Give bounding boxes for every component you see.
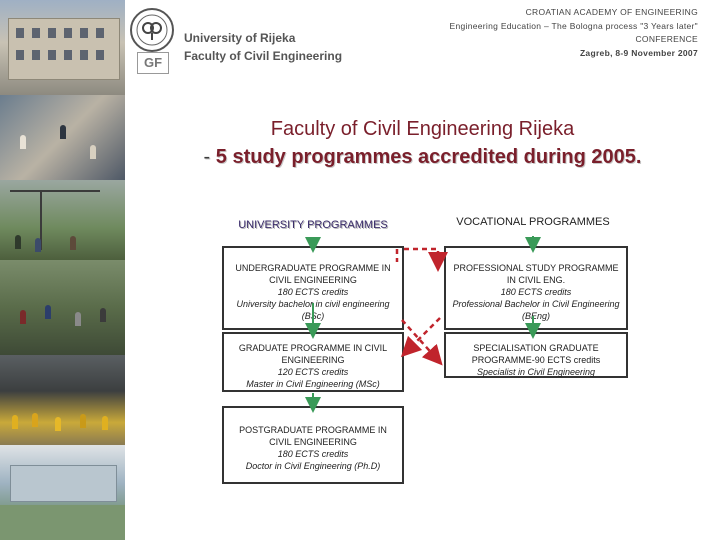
undergraduate-name: UNDERGRADUATE PROGRAMME IN CIVIL ENGINEERING <box>235 263 391 285</box>
subtitle-dash: - <box>203 146 211 168</box>
arrow-undergraduate-to-specialisation <box>402 320 436 358</box>
graduate-credits: 120 ECTS credits <box>277 367 349 377</box>
undergraduate-degree: University bachelor in civil engineering (BSc) <box>236 299 390 321</box>
professional-credits: 180 ECTS credits <box>500 287 572 297</box>
university-programmes-header: UNIVERSITY PROGRAMMES <box>238 219 388 231</box>
vocational-programmes-header: VOCATIONAL PROGRAMMES <box>456 216 610 228</box>
building-photo <box>0 0 125 95</box>
building-rendering-photo <box>0 445 125 540</box>
conference-topic: Engineering Education – The Bologna process "3 Years later" <box>449 20 698 31</box>
graduate-degree: Master in Civil Engineering (MSc) <box>246 379 380 389</box>
specialisation-programme-box <box>444 332 628 378</box>
construction-site-photo <box>0 180 125 260</box>
faculty-gf-logo: GF <box>137 52 169 74</box>
professional-programme-box <box>444 246 628 330</box>
subtitle-text: 5 study programmes accredited during 2005. <box>215 146 642 168</box>
university-line2: Faculty of Civil Engineering <box>184 49 343 63</box>
university-name <box>184 29 342 65</box>
postgraduate-credits: 180 ECTS credits <box>277 449 349 459</box>
conference-academy: CROATIAN ACADEMY OF ENGINEERING <box>525 7 698 17</box>
undergraduate-credits: 180 ECTS credits <box>277 287 349 297</box>
professional-degree: Professional Bachelor in Civil Engineering (BEng) <box>452 299 620 321</box>
specialisation-degree: Specialist in Civil Engineering <box>476 367 596 377</box>
graduate-programme-box <box>222 332 404 392</box>
tunnel-workers-photo <box>0 355 125 445</box>
arrow-professional-to-graduate <box>408 318 440 350</box>
postgraduate-name: POSTGRADUATE PROGRAMME IN CIVIL ENGINEERING <box>239 425 387 447</box>
specialisation-name: SPECIALISATION GRADUATE PROGRAMME-90 ECTS credits <box>471 343 601 365</box>
undergraduate-programme-box <box>222 246 404 330</box>
university-line1: University of Rijeka <box>184 31 296 45</box>
slide-title: Faculty of Civil Engineering Rijeka <box>270 118 575 140</box>
photo-collage <box>0 0 125 540</box>
graduate-name: GRADUATE PROGRAMME IN CIVIL ENGINEERING <box>238 343 388 365</box>
conference-date: Zagreb, 8-9 November 2007 <box>579 47 698 58</box>
slide-subtitle <box>125 146 720 169</box>
field-trip-photo <box>0 260 125 355</box>
conference-info <box>449 6 698 60</box>
professional-name: PROFESSIONAL STUDY PROGRAMME IN CIVIL ENG. <box>453 263 619 285</box>
postgraduate-degree: Doctor in Civil Engineering (Ph.D) <box>245 461 381 471</box>
postgraduate-programme-box <box>222 406 404 484</box>
conference-label: CONFERENCE <box>635 34 698 44</box>
classroom-photo <box>0 95 125 180</box>
university-crest-logo <box>130 8 174 52</box>
